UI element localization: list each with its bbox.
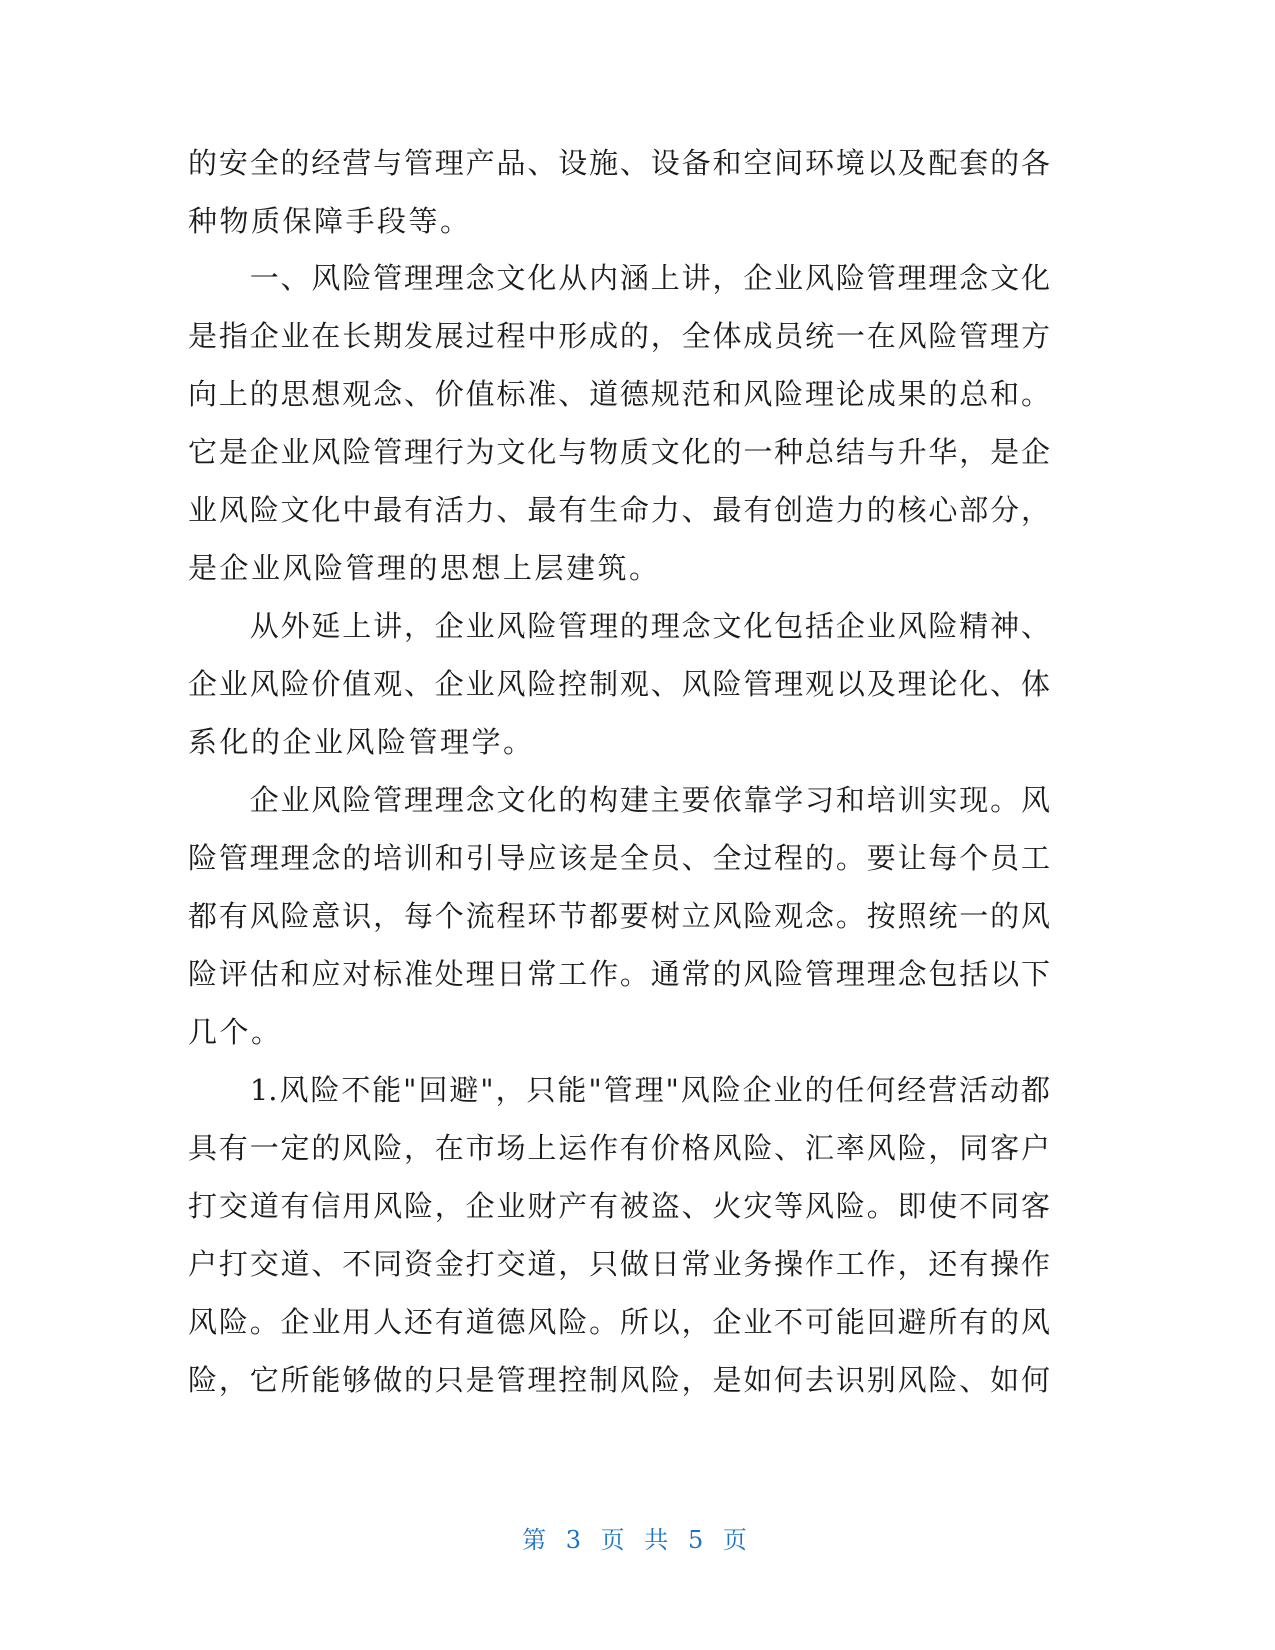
paragraph-line: 是企业风险管理的思想上层建筑。 bbox=[188, 551, 661, 585]
paragraph-line: 向上的思想观念、价值标准、道德规范和风险理论成果的总和。 bbox=[188, 377, 1050, 411]
paragraph-line: 企业风险价值观、企业风险控制观、风险管理观以及理论化、体 bbox=[188, 667, 1050, 701]
paragraph-line: 险管理理念的培训和引导应该是全员、全过程的。要让每个员工 bbox=[188, 841, 1050, 875]
paragraph-line: 几个。 bbox=[188, 1015, 283, 1049]
paragraph-line: 它是企业风险管理行为文化与物质文化的一种总结与升华，是企 bbox=[188, 435, 1050, 469]
paragraph-line: 1.风险不能"回避"，只能"管理"风险企业的任何经营活动都 bbox=[188, 1073, 1050, 1107]
paragraph-line: 打交道有信用风险，企业财产有被盗、火灾等风险。即使不同客 bbox=[188, 1189, 1050, 1223]
paragraph-line: 险，它所能够做的只是管理控制风险，是如何去识别风险、如何 bbox=[188, 1363, 1050, 1397]
paragraph-line: 系化的企业风险管理学。 bbox=[188, 725, 535, 759]
paragraph-line: 企业风险管理理念文化的构建主要依靠学习和培训实现。风 bbox=[188, 783, 1050, 817]
page-number-footer: 第 3 页 共 5 页 bbox=[522, 1526, 753, 1554]
paragraph-line: 险评估和应对标准处理日常工作。通常的风险管理理念包括以下 bbox=[188, 957, 1050, 991]
paragraph-line: 种物质保障手段等。 bbox=[188, 204, 472, 238]
paragraph-line: 风险。企业用人还有道德风险。所以，企业不可能回避所有的风 bbox=[188, 1305, 1050, 1339]
paragraph-line: 业风险文化中最有活力、最有生命力、最有创造力的核心部分， bbox=[188, 493, 1050, 527]
paragraph-line: 都有风险意识，每个流程环节都要树立风险观念。按照统一的风 bbox=[188, 899, 1050, 933]
paragraph-line: 一、风险管理理念文化从内涵上讲，企业风险管理理念文化 bbox=[188, 261, 1050, 295]
paragraph-line: 是指企业在长期发展过程中形成的，全体成员统一在风险管理方 bbox=[188, 319, 1050, 353]
paragraph-line: 户打交道、不同资金打交道，只做日常业务操作工作，还有操作 bbox=[188, 1247, 1050, 1281]
paragraph-line: 的安全的经营与管理产品、设施、设备和空间环境以及配套的各 bbox=[188, 146, 1050, 180]
paragraph-line: 从外延上讲，企业风险管理的理念文化包括企业风险精神、 bbox=[188, 609, 1050, 643]
paragraph-line: 具有一定的风险，在市场上运作有价格风险、汇率风险，同客户 bbox=[188, 1131, 1050, 1165]
